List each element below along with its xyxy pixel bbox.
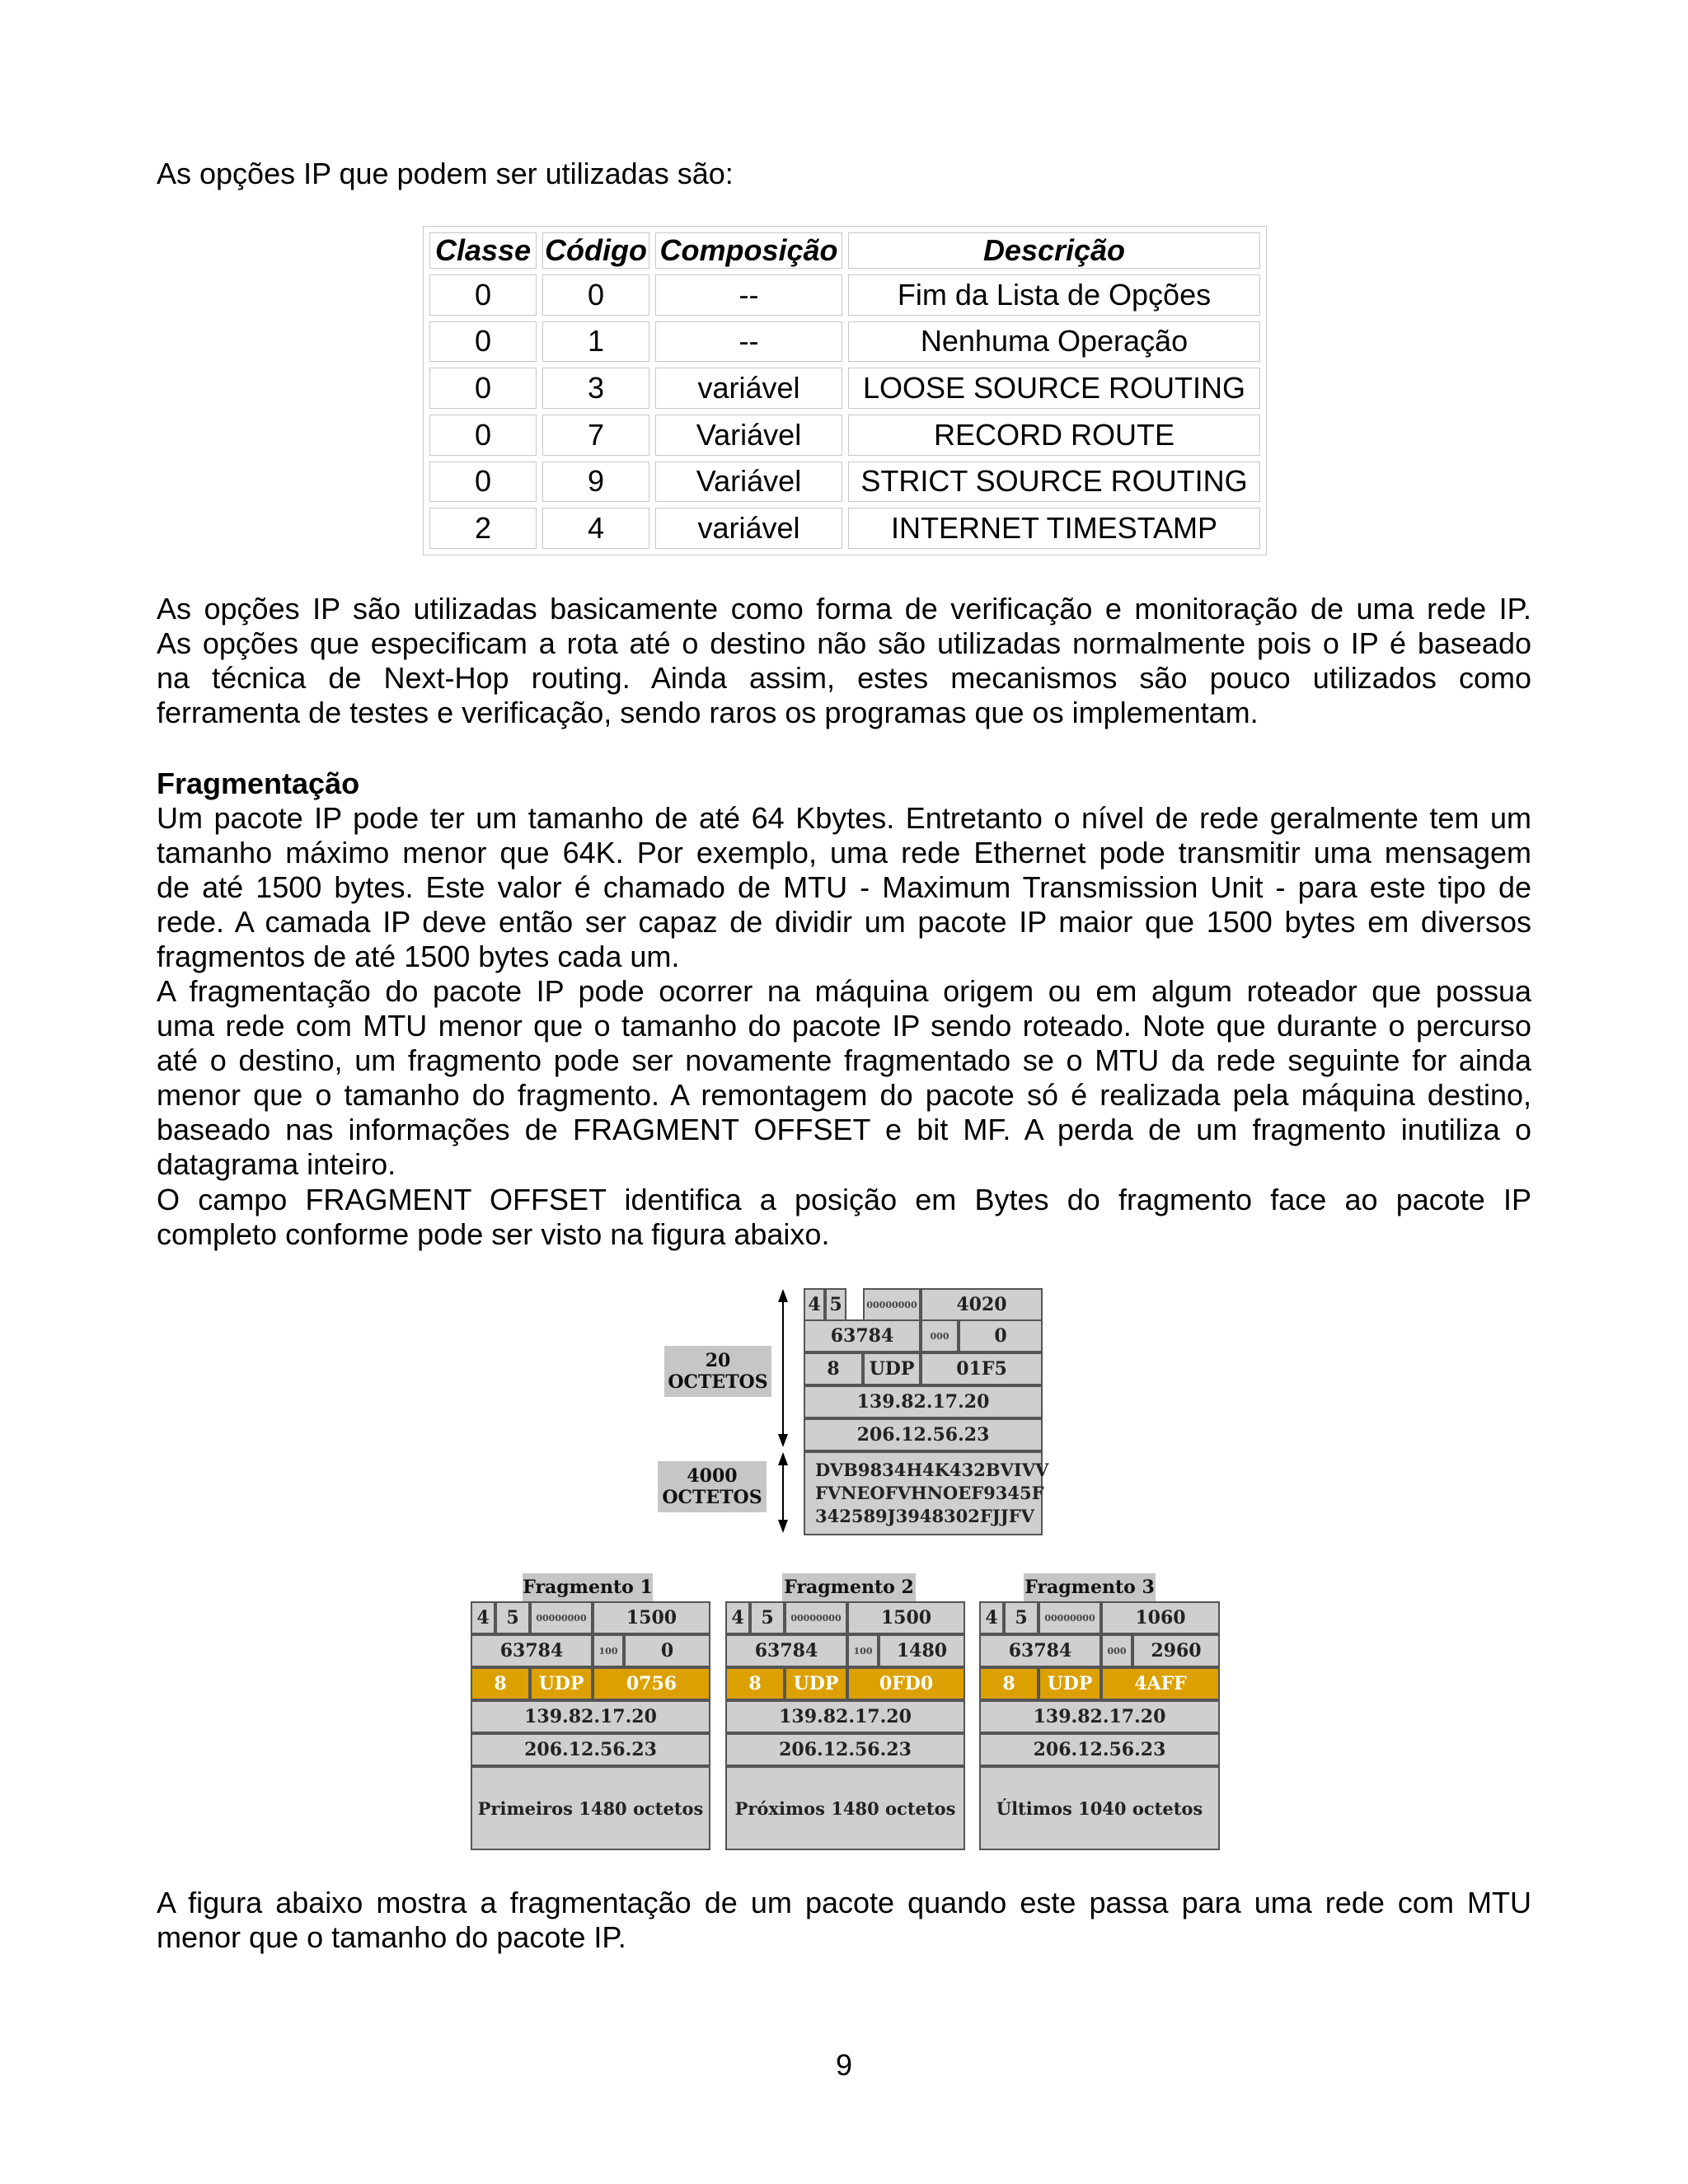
table-cell: 9 (542, 462, 649, 503)
field-destination-address: 206.12.56.23 (471, 1733, 710, 1766)
field-flags: 000 (921, 1319, 959, 1352)
field-data: Próximos 1480 octetos (725, 1766, 965, 1850)
table-cell: 2 (429, 508, 537, 549)
arrow-down-icon (778, 1434, 788, 1447)
paragraph-ip-options-usage (157, 592, 1531, 730)
arrow-down-icon (778, 1520, 788, 1533)
label-4000-octetos: 4000 OCTETOS (658, 1461, 767, 1512)
text-line: na técnica de Next-Hop routing. Ainda assim, estes mecanismos são pouco utilizados como (157, 661, 1531, 695)
table-cell: 0 (429, 462, 537, 503)
column-header: Código (542, 232, 649, 269)
field-destination-address: 206.12.56.23 (979, 1733, 1220, 1766)
text-line: tamanho máximo menor que 64K. Por exemplo, uma rede Ethernet pode transmitir uma mensagem (157, 836, 1531, 869)
table-cell: 0 (429, 321, 537, 363)
table-cell: 0 (542, 274, 649, 316)
field-protocol: UDP (530, 1667, 593, 1700)
field-ttl: 8 (979, 1667, 1039, 1700)
table-row (429, 508, 1260, 549)
field-data: Últimos 1040 octetos (979, 1766, 1220, 1850)
text-line: As opções que especificam a rota até o destino não são utilizadas normalmente pois o IP é baseado (157, 626, 1531, 660)
ip-options-table (423, 226, 1267, 555)
table-cell: Variável (655, 415, 842, 456)
field-data (804, 1451, 1049, 1535)
field-ihl: 5 (825, 1288, 846, 1321)
text-line: baseado nas informações de FRAGMENT OFFSET e bit MF. A perda de um fragmento inutiliza o (157, 1113, 1531, 1146)
field-total-length: 1500 (847, 1601, 965, 1634)
label-20-octetos: 20 OCTETOS (664, 1346, 771, 1397)
table-row (429, 274, 1260, 316)
field-version: 4 (725, 1601, 750, 1634)
size-arrows (767, 1287, 799, 1535)
text-line: fragmentos de até 1500 bytes cada um. (157, 940, 680, 973)
table-row (429, 462, 1260, 503)
table-cell: 0 (429, 415, 537, 456)
intro-text: As opções IP que podem ser utilizadas são: (157, 157, 734, 190)
table-cell: 7 (542, 415, 649, 456)
field-version: 4 (471, 1601, 495, 1634)
field-identification: 63784 (979, 1634, 1101, 1667)
field-fragment-offset: 1480 (879, 1634, 965, 1667)
field-protocol: UDP (785, 1667, 847, 1700)
fragment-title: Fragmento 1 (523, 1573, 653, 1601)
fragment-title: Fragmento 2 (782, 1573, 916, 1601)
field-protocol: UDP (863, 1352, 921, 1385)
field-ihl: 5 (1004, 1601, 1039, 1634)
field-fragment-offset: 0 (624, 1634, 710, 1667)
field-source-address: 139.82.17.20 (979, 1700, 1220, 1733)
text-line: As opções IP são utilizadas basicamente como forma de verificação e monitoração de uma rede IP. (157, 592, 1531, 626)
field-ttl: 8 (725, 1667, 785, 1700)
text-line: menor que o tamanho do fragmento. A remontagem do pacote só é realizada pela máquina destino, (157, 1078, 1531, 1112)
table-cell: -- (655, 274, 842, 316)
text-line: uma rede com MTU menor que o tamanho do pacote IP sendo roteado. Note que durante o percurso (157, 1009, 1531, 1043)
field-checksum: 0756 (593, 1667, 710, 1700)
field-source-address: 139.82.17.20 (804, 1385, 1043, 1418)
field-flags: 100 (847, 1634, 879, 1667)
paragraph-figure-caption (157, 1886, 1531, 1955)
table-cell: 3 (542, 368, 649, 409)
data-line: 342589J3948302FJJFV (815, 1506, 1034, 1526)
text-line: O campo FRAGMENT OFFSET identifica a posição em Bytes do fragmento face ao pacote IP (157, 1183, 1531, 1216)
field-destination-address: 206.12.56.23 (725, 1733, 965, 1766)
field-identification: 63784 (725, 1634, 847, 1667)
paragraph-fragmentation-intro (157, 801, 1531, 974)
field-flags: 000 (1101, 1634, 1132, 1667)
field-protocol: UDP (1039, 1667, 1101, 1700)
table-cell: Fim da Lista de Opções (848, 274, 1260, 316)
field-version: 4 (979, 1601, 1004, 1634)
field-ttl: 8 (804, 1352, 863, 1385)
text-line: datagrama inteiro. (157, 1147, 396, 1181)
table-cell: 1 (542, 321, 649, 363)
field-ttl: 8 (471, 1667, 530, 1700)
field-checksum: 01F5 (921, 1352, 1043, 1385)
field-total-length: 1500 (593, 1601, 710, 1634)
table-cell: LOOSE SOURCE ROUTING (848, 368, 1260, 409)
table-cell: INTERNET TIMESTAMP (848, 508, 1260, 549)
column-header: Descrição (848, 232, 1260, 269)
table-cell: Nenhuma Operação (848, 321, 1260, 363)
field-identification: 63784 (471, 1634, 593, 1667)
table-row (429, 368, 1260, 409)
table-cell: 4 (542, 508, 649, 549)
field-flags: 100 (593, 1634, 624, 1667)
table-row (429, 415, 1260, 456)
text-line: menor que o tamanho do pacote IP. (157, 1920, 626, 1954)
field-tos: 00000000 (785, 1601, 847, 1634)
text-line: A figura abaixo mostra a fragmentação de um pacote quando este passa para uma rede com MTU (157, 1886, 1531, 1919)
field-ihl: 5 (495, 1601, 530, 1634)
field-checksum: 0FD0 (847, 1667, 965, 1700)
field-identification: 63784 (804, 1319, 921, 1352)
text-line: completo conforme pode ser visto na figura abaixo. (157, 1217, 830, 1251)
section-heading: Fragmentação (157, 766, 360, 800)
field-fragment-offset: 0 (959, 1319, 1043, 1352)
field-tos: 00000000 (1039, 1601, 1101, 1634)
data-line: DVB9834H4K432BVIVV (815, 1460, 1049, 1480)
table-cell: 0 (429, 274, 537, 316)
table-cell: variável (655, 508, 842, 549)
text-line: de até 1500 bytes. Este valor é chamado de MTU - Maximum Transmission Unit - para este tipo de (157, 870, 1531, 904)
field-destination-address: 206.12.56.23 (804, 1418, 1043, 1451)
field-tos: 00000000 (530, 1601, 593, 1634)
table-cell: -- (655, 321, 842, 363)
data-line: FVNEOFVHNOEF9345F (815, 1483, 1044, 1503)
text-line: ferramenta de testes e verificação, sendo raros os programas que os implementam. (157, 696, 1259, 729)
text-line: Um pacote IP pode ter um tamanho de até 64 Kbytes. Entretanto o nível de rede geralmente tem um (157, 801, 1531, 835)
arrow-up-icon (778, 1289, 788, 1302)
field-tos: 00000000 (863, 1288, 921, 1321)
field-total-length: 1060 (1101, 1601, 1220, 1634)
page-number: 9 (835, 2048, 853, 2082)
field-checksum: 4AFF (1101, 1667, 1220, 1700)
paragraph-fragmentation-process (157, 974, 1531, 1182)
text-line: rede. A camada IP deve então ser capaz de dividir um pacote IP maior que 1500 bytes em diversos (157, 905, 1531, 939)
table-header-row (429, 232, 1260, 269)
text-line: A fragmentação do pacote IP pode ocorrer na máquina origem ou em algum roteador que possua (157, 974, 1531, 1008)
field-total-length: 4020 (921, 1288, 1043, 1321)
column-header: Composição (655, 232, 842, 269)
table-cell: RECORD ROUTE (848, 415, 1260, 456)
table-row (429, 321, 1260, 363)
field-source-address: 139.82.17.20 (725, 1700, 965, 1733)
field-data: Primeiros 1480 octetos (471, 1766, 710, 1850)
fragment-title: Fragmento 3 (1024, 1573, 1156, 1601)
field-source-address: 139.82.17.20 (471, 1700, 710, 1733)
table-cell: 0 (429, 368, 537, 409)
field-fragment-offset: 2960 (1132, 1634, 1220, 1667)
text-line: até o destino, um fragmento pode ser novamente fragmentado se o MTU da rede seguinte for ainda (157, 1043, 1531, 1077)
table-cell: Variável (655, 462, 842, 503)
table-cell: STRICT SOURCE ROUTING (848, 462, 1260, 503)
table-cell: variável (655, 368, 842, 409)
column-header: Classe (429, 232, 537, 269)
paragraph-fragment-offset (157, 1183, 1531, 1252)
field-ihl: 5 (750, 1601, 785, 1634)
arrow-up-icon (778, 1452, 788, 1465)
field-version: 4 (804, 1288, 825, 1321)
